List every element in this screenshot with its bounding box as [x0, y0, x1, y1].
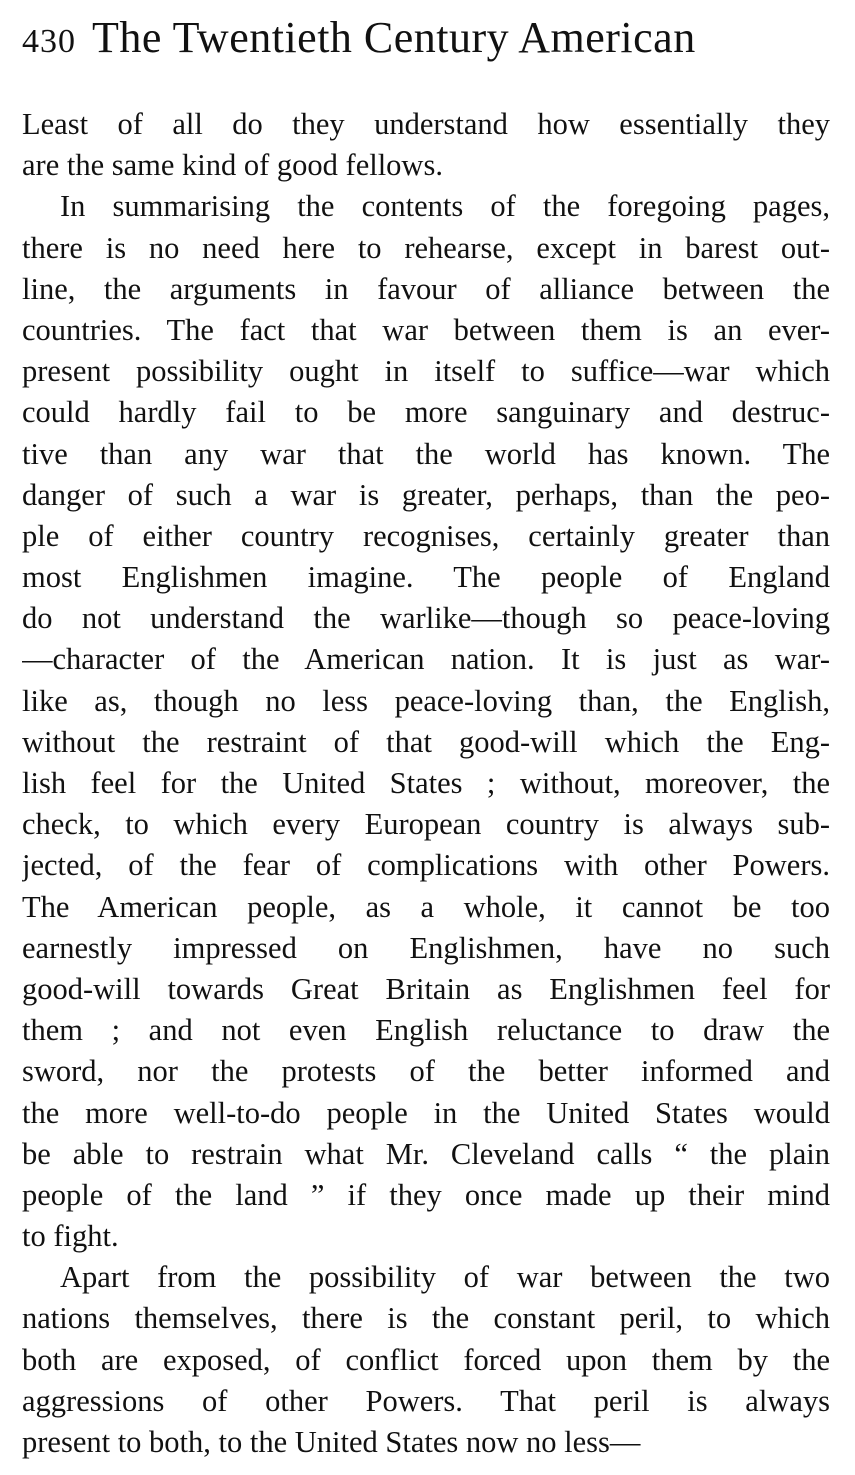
text-line: the more well-to-do people in the United States would: [22, 1095, 830, 1130]
text-line: most Englishmen imagine. The people of England: [22, 560, 830, 595]
text-line: people of the land ” if they once made up their mind: [22, 1177, 830, 1212]
body-text: [22, 104, 830, 1463]
text-line: In summarising the contents of the foregoing pages,: [60, 189, 830, 224]
text-line: jected, of the fear of complications with other Powers.: [22, 848, 830, 883]
text-line: to fight.: [22, 1219, 119, 1254]
text-line: like as, though no less peace-loving than, the English,: [22, 683, 830, 718]
text-line: present to both, to the United States now no less—: [22, 1425, 641, 1459]
page-number: 430: [22, 23, 76, 60]
text-line: there is no need here to rehearse, except in barest out-: [22, 230, 830, 265]
text-line: nations themselves, there is the constant peril, to which: [22, 1301, 830, 1336]
text-line: good-will towards Great Britain as Englishmen feel for: [22, 971, 830, 1006]
text-line: without the restraint of that good-will which the Eng-: [22, 724, 830, 759]
text-line: Least of all do they understand how essentially they: [22, 107, 830, 141]
text-line: could hardly fail to be more sanguinary and destruc-: [22, 395, 830, 430]
paragraph: [22, 104, 830, 186]
text-line: sword, nor the protests of the better informed and: [22, 1054, 830, 1089]
text-line: tive than any war that the world has known. The: [22, 436, 830, 471]
paragraph: [22, 186, 830, 1257]
text-line: them ; and not even English reluctance to draw the: [22, 1013, 830, 1048]
text-line: —character of the American nation. It is just as war-: [22, 642, 830, 677]
running-title: The Twentieth Century American: [92, 13, 696, 62]
text-line: check, to which every European country is always sub-: [22, 807, 830, 842]
text-line: countries. The fact that war between them is an ever-: [22, 312, 830, 347]
text-line: both are exposed, of conflict forced upon them by the: [22, 1342, 830, 1377]
text-line: The American people, as a whole, it cannot be too: [22, 889, 830, 924]
page-header: [22, 12, 822, 72]
text-line: aggressions of other Powers. That peril is always: [22, 1383, 830, 1418]
text-line: Apart from the possibility of war between the two: [60, 1260, 830, 1295]
text-line: lish feel for the United States ; without, moreover, the: [22, 766, 830, 800]
text-line: do not understand the warlike—though so peace-loving: [22, 601, 830, 636]
text-line: ple of either country recognises, certainly greater than: [22, 518, 830, 553]
text-line: be able to restrain what Mr. Cleveland calls “ the plain: [22, 1136, 830, 1171]
text-line: earnestly impressed on Englishmen, have no such: [22, 930, 830, 965]
text-line: danger of such a war is greater, perhaps, than the peo-: [22, 477, 830, 512]
text-line: line, the arguments in favour of alliance between the: [22, 271, 830, 306]
text-line: are the same kind of good fellows.: [22, 148, 443, 183]
paragraph: [22, 1257, 830, 1463]
text-line: present possibility ought in itself to suffice—war which: [22, 354, 830, 389]
